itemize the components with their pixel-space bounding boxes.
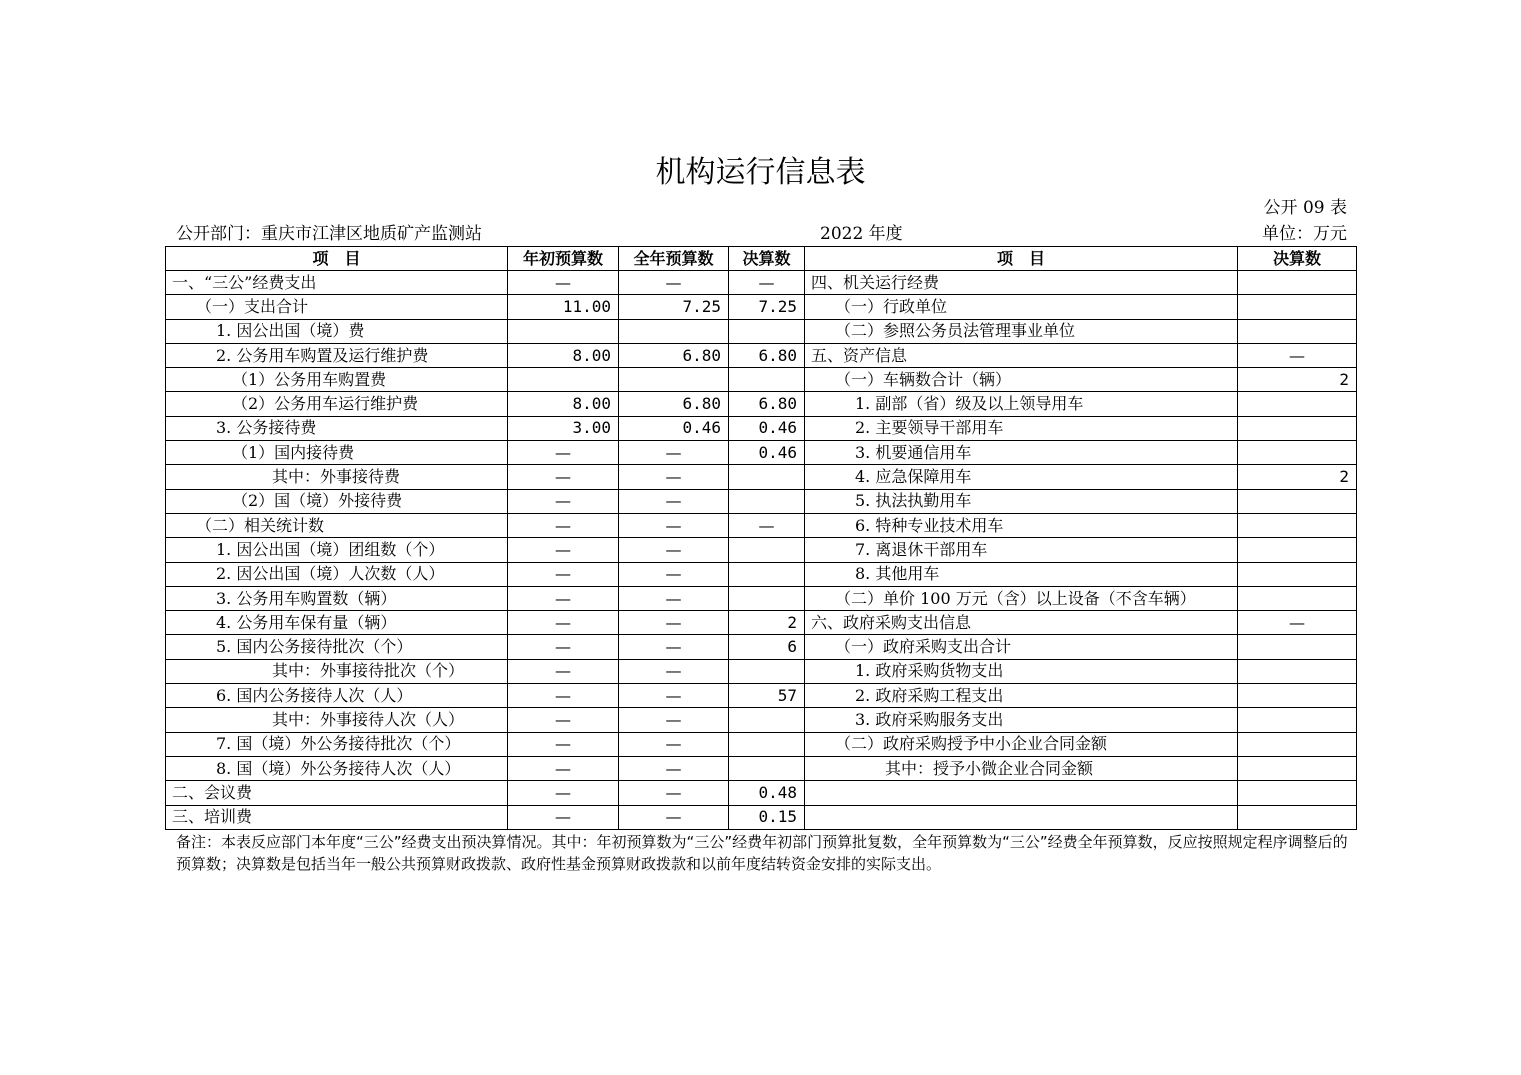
cell-item: 1. 因公出国（境）费 <box>166 319 508 343</box>
cell-item-right: （一）政府采购支出合计 <box>805 635 1238 659</box>
cell-initial-budget: — <box>508 513 619 537</box>
cell-final-account-right <box>1238 781 1357 805</box>
cell-final-account: 0.46 <box>729 441 805 465</box>
cell-full-year-budget: — <box>619 635 729 659</box>
cell-final-account-right <box>1238 684 1357 708</box>
cell-initial-budget <box>508 319 619 343</box>
cell-final-account: 0.48 <box>729 781 805 805</box>
cell-full-year-budget: 6.80 <box>619 343 729 367</box>
cell-full-year-budget: — <box>619 708 729 732</box>
cell-final-account-right <box>1238 271 1357 295</box>
cell-item-right: 五、资产信息 <box>805 343 1238 367</box>
cell-final-account-right: 2 <box>1238 368 1357 392</box>
cell-full-year-budget: — <box>619 271 729 295</box>
cell-item-right: 2. 主要领导干部用车 <box>805 416 1238 440</box>
table-row <box>166 416 1357 440</box>
cell-final-account: — <box>729 513 805 537</box>
cell-final-account <box>729 732 805 756</box>
table-row <box>166 271 1357 295</box>
cell-final-account-right <box>1238 489 1357 513</box>
cell-item: 2. 公务用车购置及运行维护费 <box>166 343 508 367</box>
cell-full-year-budget: — <box>619 805 729 829</box>
cell-item: 3. 公务用车购置数（辆） <box>166 586 508 610</box>
cell-final-account-right <box>1238 416 1357 440</box>
table-row <box>166 684 1357 708</box>
cell-final-account: 2 <box>729 611 805 635</box>
cell-item-right <box>805 805 1238 829</box>
cell-item: 5. 国内公务接待批次（个） <box>166 635 508 659</box>
cell-final-account-right <box>1238 562 1357 586</box>
cell-final-account-right <box>1238 708 1357 732</box>
page-title: 机构运行信息表 <box>655 155 866 190</box>
table-row <box>166 319 1357 343</box>
cell-item: （2）国（境）外接待费 <box>166 489 508 513</box>
table-row <box>166 756 1357 780</box>
cell-final-account-right <box>1238 319 1357 343</box>
cell-item: 6. 国内公务接待人次（人） <box>166 684 508 708</box>
header-initial-budget: 年初预算数 <box>508 247 619 271</box>
cell-item: 一、“三公”经费支出 <box>166 271 508 295</box>
cell-full-year-budget: — <box>619 732 729 756</box>
cell-initial-budget: — <box>508 781 619 805</box>
cell-item-right: 4. 应急保障用车 <box>805 465 1238 489</box>
cell-initial-budget: — <box>508 538 619 562</box>
cell-final-account: — <box>729 271 805 295</box>
cell-item-right: 1. 政府采购货物支出 <box>805 659 1238 683</box>
cell-final-account-right <box>1238 441 1357 465</box>
cell-final-account <box>729 756 805 780</box>
table-row <box>166 805 1357 829</box>
cell-initial-budget: — <box>508 659 619 683</box>
cell-item: 3. 公务接待费 <box>166 416 508 440</box>
cell-full-year-budget: — <box>619 465 729 489</box>
table-header-row <box>166 247 1357 271</box>
table-row <box>166 586 1357 610</box>
unit-label: 单位：万元 <box>1262 224 1347 244</box>
table-row <box>166 513 1357 537</box>
footnote: 备注：本表反应部门本年度“三公”经费支出预决算情况。其中：年初预算数为“三公”经费年初部门预算批复数，全年预算数为“三公”经费全年预算数，反应按照规定程序调整后的预算数；决算数是包括当年一般公共预算财政拨款、政府性基金预算财政拨款和以前年度结转资金安排的实际支出。 <box>176 833 1348 873</box>
cell-full-year-budget: — <box>619 513 729 537</box>
cell-initial-budget: — <box>508 805 619 829</box>
cell-initial-budget: 11.00 <box>508 295 619 319</box>
cell-item: 1. 因公出国（境）团组数（个） <box>166 538 508 562</box>
cell-initial-budget: — <box>508 562 619 586</box>
cell-final-account <box>729 562 805 586</box>
header-item: 项 目 <box>166 247 508 271</box>
cell-initial-budget: — <box>508 586 619 610</box>
table-row <box>166 295 1357 319</box>
cell-item-right: （二）参照公务员法管理事业单位 <box>805 319 1238 343</box>
cell-final-account <box>729 489 805 513</box>
cell-final-account-right <box>1238 805 1357 829</box>
table-row <box>166 708 1357 732</box>
table-row <box>166 562 1357 586</box>
cell-full-year-budget <box>619 319 729 343</box>
cell-full-year-budget: — <box>619 586 729 610</box>
form-number: 公开 09 表 <box>1263 198 1347 218</box>
table-row <box>166 489 1357 513</box>
cell-initial-budget: — <box>508 611 619 635</box>
cell-item-right: 四、机关运行经费 <box>805 271 1238 295</box>
cell-item: 其中：外事接待人次（人） <box>166 708 508 732</box>
cell-item: （一）支出合计 <box>166 295 508 319</box>
header-full-year-budget: 全年预算数 <box>619 247 729 271</box>
cell-full-year-budget: 7.25 <box>619 295 729 319</box>
cell-final-account: 0.46 <box>729 416 805 440</box>
cell-initial-budget: — <box>508 635 619 659</box>
cell-item-right: 2. 政府采购工程支出 <box>805 684 1238 708</box>
cell-item-right: 其中：授予小微企业合同金额 <box>805 756 1238 780</box>
cell-item-right: （一）车辆数合计（辆） <box>805 368 1238 392</box>
cell-item: （1）国内接待费 <box>166 441 508 465</box>
cell-item: 二、会议费 <box>166 781 508 805</box>
cell-final-account-right: 2 <box>1238 465 1357 489</box>
cell-item: 三、培训费 <box>166 805 508 829</box>
cell-final-account-right <box>1238 635 1357 659</box>
cell-item-right: 7. 离退休干部用车 <box>805 538 1238 562</box>
cell-initial-budget: — <box>508 756 619 780</box>
cell-full-year-budget: — <box>619 562 729 586</box>
header-final-account: 决算数 <box>729 247 805 271</box>
cell-initial-budget: — <box>508 708 619 732</box>
cell-full-year-budget: — <box>619 781 729 805</box>
cell-final-account-right <box>1238 732 1357 756</box>
cell-final-account-right <box>1238 513 1357 537</box>
cell-initial-budget: — <box>508 489 619 513</box>
cell-final-account: 6.80 <box>729 392 805 416</box>
cell-final-account <box>729 319 805 343</box>
cell-full-year-budget: 6.80 <box>619 392 729 416</box>
cell-final-account: 6.80 <box>729 343 805 367</box>
cell-initial-budget: — <box>508 271 619 295</box>
cell-initial-budget <box>508 368 619 392</box>
cell-item-right: 5. 执法执勤用车 <box>805 489 1238 513</box>
cell-final-account: 0.15 <box>729 805 805 829</box>
cell-item-right: （二）单价 100 万元（含）以上设备（不含车辆） <box>805 586 1238 610</box>
table-row <box>166 732 1357 756</box>
cell-full-year-budget: — <box>619 756 729 780</box>
cell-item-right: （一）行政单位 <box>805 295 1238 319</box>
cell-final-account <box>729 659 805 683</box>
cell-item: 其中：外事接待批次（个） <box>166 659 508 683</box>
cell-item-right: 1. 副部（省）级及以上领导用车 <box>805 392 1238 416</box>
cell-full-year-budget: — <box>619 441 729 465</box>
cell-item: 7. 国（境）外公务接待批次（个） <box>166 732 508 756</box>
cell-full-year-budget <box>619 368 729 392</box>
cell-full-year-budget: — <box>619 489 729 513</box>
cell-final-account: 7.25 <box>729 295 805 319</box>
table-row <box>166 343 1357 367</box>
info-table <box>165 246 1357 830</box>
cell-final-account-right <box>1238 295 1357 319</box>
header-item-right: 项 目 <box>805 247 1238 271</box>
cell-final-account-right <box>1238 392 1357 416</box>
fiscal-year: 2022 年度 <box>820 224 903 244</box>
cell-final-account <box>729 586 805 610</box>
cell-item-right: （二）政府采购授予中小企业合同金额 <box>805 732 1238 756</box>
table-row <box>166 611 1357 635</box>
cell-initial-budget: 8.00 <box>508 343 619 367</box>
cell-item: 2. 因公出国（境）人次数（人） <box>166 562 508 586</box>
cell-initial-budget: 8.00 <box>508 392 619 416</box>
cell-final-account-right <box>1238 659 1357 683</box>
table-row <box>166 392 1357 416</box>
cell-item: （1）公务用车购置费 <box>166 368 508 392</box>
cell-full-year-budget: — <box>619 538 729 562</box>
table-row <box>166 465 1357 489</box>
cell-item: 4. 公务用车保有量（辆） <box>166 611 508 635</box>
cell-item-right: 六、政府采购支出信息 <box>805 611 1238 635</box>
cell-item-right <box>805 781 1238 805</box>
cell-initial-budget: 3.00 <box>508 416 619 440</box>
cell-item: 8. 国（境）外公务接待人次（人） <box>166 756 508 780</box>
cell-final-account <box>729 708 805 732</box>
cell-final-account <box>729 538 805 562</box>
table-row <box>166 441 1357 465</box>
cell-item: 其中：外事接待费 <box>166 465 508 489</box>
cell-final-account: 57 <box>729 684 805 708</box>
cell-initial-budget: — <box>508 732 619 756</box>
cell-item-right: 3. 机要通信用车 <box>805 441 1238 465</box>
cell-item-right: 3. 政府采购服务支出 <box>805 708 1238 732</box>
cell-item-right: 8. 其他用车 <box>805 562 1238 586</box>
cell-item-right: 6. 特种专业技术用车 <box>805 513 1238 537</box>
table-row <box>166 659 1357 683</box>
cell-item: （2）公务用车运行维护费 <box>166 392 508 416</box>
cell-full-year-budget: 0.46 <box>619 416 729 440</box>
cell-item: （二）相关统计数 <box>166 513 508 537</box>
cell-final-account-right <box>1238 586 1357 610</box>
header-final-account-right: 决算数 <box>1238 247 1357 271</box>
cell-final-account-right: — <box>1238 343 1357 367</box>
cell-final-account-right: — <box>1238 611 1357 635</box>
cell-full-year-budget: — <box>619 684 729 708</box>
cell-initial-budget: — <box>508 441 619 465</box>
cell-final-account <box>729 465 805 489</box>
cell-full-year-budget: — <box>619 659 729 683</box>
table-row <box>166 538 1357 562</box>
cell-final-account <box>729 368 805 392</box>
cell-final-account-right <box>1238 538 1357 562</box>
table-row <box>166 635 1357 659</box>
cell-final-account: 6 <box>729 635 805 659</box>
cell-initial-budget: — <box>508 684 619 708</box>
department-label: 公开部门：重庆市江津区地质矿产监测站 <box>176 224 482 244</box>
cell-full-year-budget: — <box>619 611 729 635</box>
cell-final-account-right <box>1238 756 1357 780</box>
cell-initial-budget: — <box>508 465 619 489</box>
table-row <box>166 368 1357 392</box>
table-row <box>166 781 1357 805</box>
